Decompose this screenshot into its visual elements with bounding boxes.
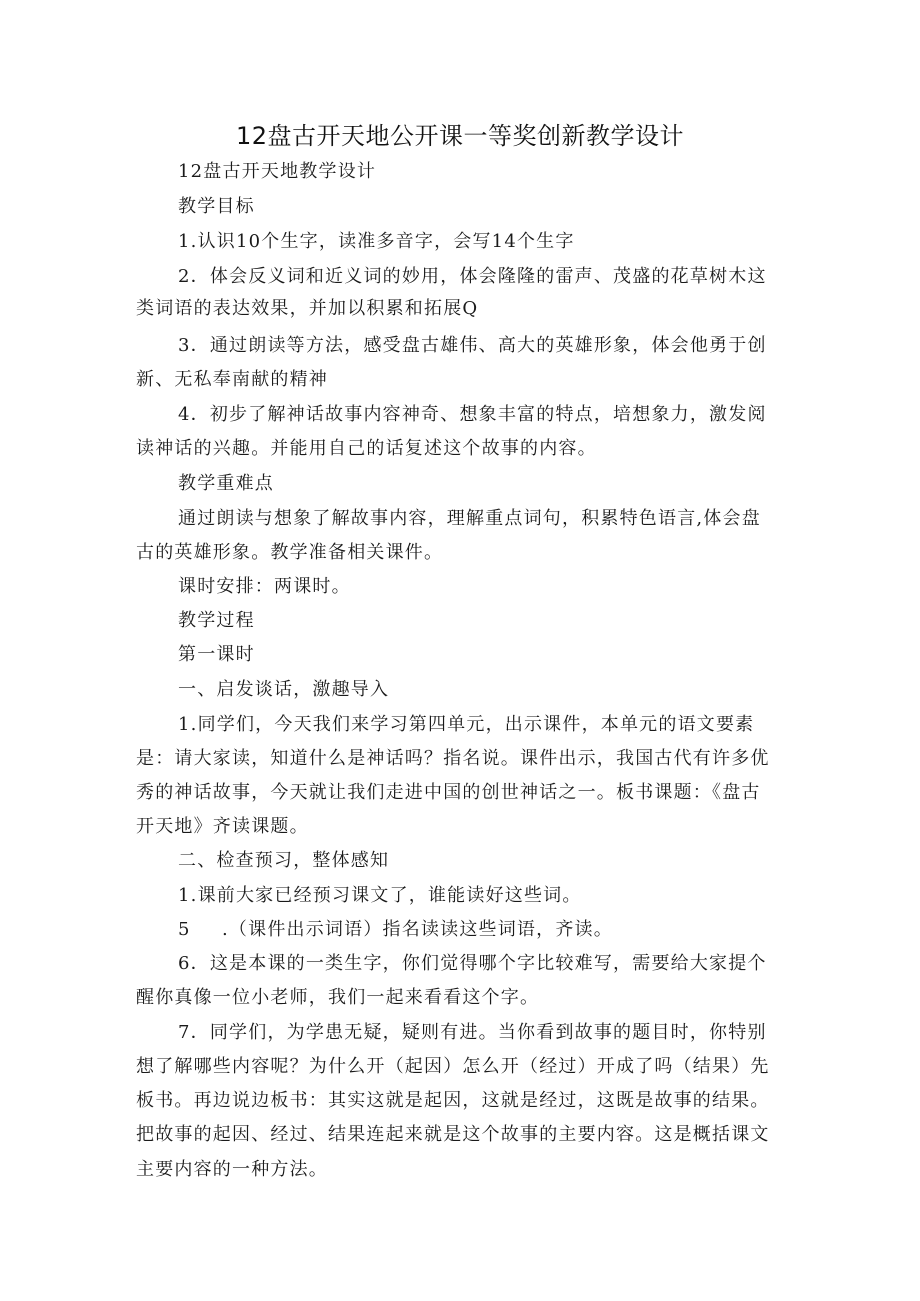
document-title: 12盘古开天地公开课一等奖创新教学设计 [235, 122, 685, 150]
heading-first-lesson: 第一课时 [178, 644, 255, 665]
key-points-line-2: 古的英雄形象。教学准备相关课件。 [136, 542, 444, 563]
section-1-para-line-3: 秀的神话故事，今天就让我们走进中国的创世神话之一。板书课题：《盘古 [136, 782, 761, 803]
section-2-item-5-number: 5 [178, 919, 191, 940]
subtitle: 12盘古开天地教学设计 [178, 161, 377, 182]
section-1-para-line-2: 是：请大家读，知道什么是神话吗？指名说。课件出示，我国古代有许多优 [136, 748, 770, 769]
section-2-item-5-text: .（课件出示词语）指名读读这些词语，齐读。 [222, 919, 613, 940]
heading-key-points: 教学重难点 [178, 473, 274, 494]
section-2-item-6-line-1: 6．这是本课的一类生字，你们觉得哪个字比较难写，需要给大家提个 [178, 953, 767, 974]
objective-2-line-2: 类词语的表达效果，并加以积累和拓展Q [136, 298, 479, 319]
section-2-item-6-line-2: 醒你真像一位小老师，我们一起来看看这个字。 [136, 987, 540, 1008]
objective-4-line-1: 4．初步了解神话故事内容神奇、想象丰富的特点，培想象力，激发阅 [178, 404, 767, 425]
objective-2-line-1: 2．体会反义词和近义词的妙用，体会隆隆的雷声、茂盛的花草树木这 [178, 266, 767, 287]
objective-4-line-2: 读神话的兴趣。并能用自己的话复述这个故事的内容。 [136, 438, 597, 459]
section-2-item-7-line-4: 把故事的起因、经过、结果连起来就是这个故事的主要内容。这是概括课文 [136, 1124, 770, 1145]
objective-3-line-1: 3．通过朗读等方法，感受盘古雄伟、高大的英雄形象，体会他勇于创 [178, 335, 767, 356]
section-1-para-line-4: 开天地》齐读课题。 [136, 816, 309, 837]
section-2-item-7-line-2: 想了解哪些内容呢？为什么开（起因）怎么开（经过）开成了吗（结果）先 [136, 1056, 770, 1077]
section-2-heading: 二、检查预习，整体感知 [178, 850, 390, 871]
section-2-item-7-line-5: 主要内容的一种方法。 [136, 1159, 328, 1180]
key-points-line-1: 通过朗读与想象了解故事内容，理解重点词句，积累特色语言,体会盘 [178, 508, 761, 529]
schedule: 课时安排：两课时。 [178, 576, 351, 597]
section-2-item-7-line-1: 7．同学们，为学患无疑，疑则有进。当你看到故事的题目时，你特别 [178, 1022, 767, 1043]
objective-1: 1.认识10个生字，读准多音字，会写14个生字 [178, 231, 575, 252]
heading-process: 教学过程 [178, 610, 255, 631]
section-2-item-7-line-3: 板书。再边说边板书：其实这就是起因，这就是经过，这既是故事的结果。 [136, 1090, 770, 1111]
section-1-heading: 一、启发谈话，激趣导入 [178, 679, 390, 700]
objective-3-line-2: 新、无私奉南献的精神 [136, 369, 328, 390]
section-2-item-1: 1.课前大家已经预习课文了，谁能读好这些词。 [178, 885, 582, 906]
heading-objectives: 教学目标 [178, 196, 255, 217]
section-1-para-line-1: 1.同学们，今天我们来学习第四单元，出示课件，本单元的语文要素 [178, 714, 755, 735]
